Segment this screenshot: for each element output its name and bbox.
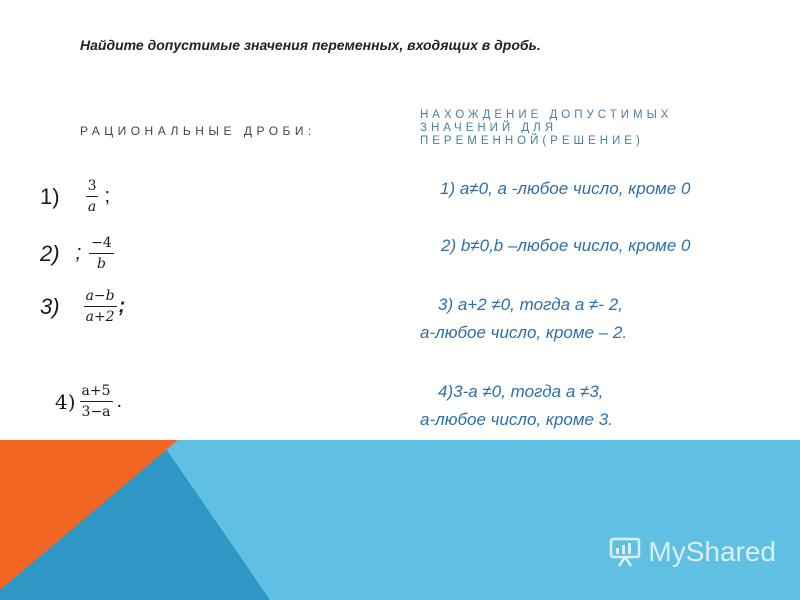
fraction-bar [84, 306, 117, 307]
numerator: 3 [87, 178, 97, 194]
fraction [89, 235, 114, 272]
numerator: −4 [91, 235, 112, 251]
band-light-shape [160, 440, 800, 600]
fraction-item-4 [55, 383, 122, 420]
fraction-label: 2) [40, 240, 60, 266]
punctuation: ; [75, 242, 82, 264]
fraction [80, 383, 113, 420]
answer-4-continued: a-любое число, кроме 3. [420, 410, 613, 429]
watermark-logo [608, 535, 776, 569]
fraction-bar [86, 196, 99, 197]
punctuation: ; [104, 185, 111, 207]
left-heading: РАЦИОНАЛЬНЫЕ ДРОБИ: [80, 124, 316, 138]
fraction-item-2 [40, 235, 114, 272]
punctuation: . [116, 390, 123, 412]
denominator: b [96, 256, 106, 272]
answer-4: 4)3-a ≠0, тогда a ≠3, [438, 382, 604, 401]
fraction-item-1 [40, 178, 110, 215]
denominator: a [87, 199, 97, 215]
fraction-label: 3) [40, 293, 60, 319]
answer-3: 3) a+2 ≠0, тогда a ≠- 2, [438, 295, 623, 314]
fraction-bar [89, 253, 114, 254]
answer-3-continued: a-любое число, кроме – 2. [420, 323, 628, 342]
fraction-item-3 [40, 288, 125, 325]
presentation-icon [608, 535, 642, 569]
right-heading-line-2: ЗНАЧЕНИЙ ДЛЯ [420, 122, 558, 134]
decorative-band [0, 440, 800, 600]
right-heading [420, 109, 710, 148]
numerator: a−b [85, 288, 115, 304]
right-heading-line-1: НАХОЖДЕНИЕ ДОПУСТИМЫХ [420, 109, 673, 121]
fraction [86, 178, 99, 215]
denominator: a+2 [85, 309, 115, 325]
numerator: a+5 [81, 383, 111, 399]
fraction-label: 4) [55, 389, 76, 414]
fraction [84, 288, 117, 325]
watermark-text: MyShared [648, 536, 776, 567]
answer-2: 2) b≠0,b –любое число, кроме 0 [441, 236, 691, 255]
denominator: 3−a [81, 404, 111, 420]
fraction-label: 1) [40, 183, 60, 209]
punctuation: ; [118, 295, 126, 317]
slide-title: Найдите допустимые значения переменных, входящих в дробь. [80, 37, 541, 53]
fraction-bar [80, 401, 113, 402]
answer-1: 1) a≠0, a -любое число, кроме 0 [440, 179, 691, 198]
right-heading-line-3: ПЕРЕМЕННОЙ(РЕШЕНИЕ) [420, 135, 644, 147]
